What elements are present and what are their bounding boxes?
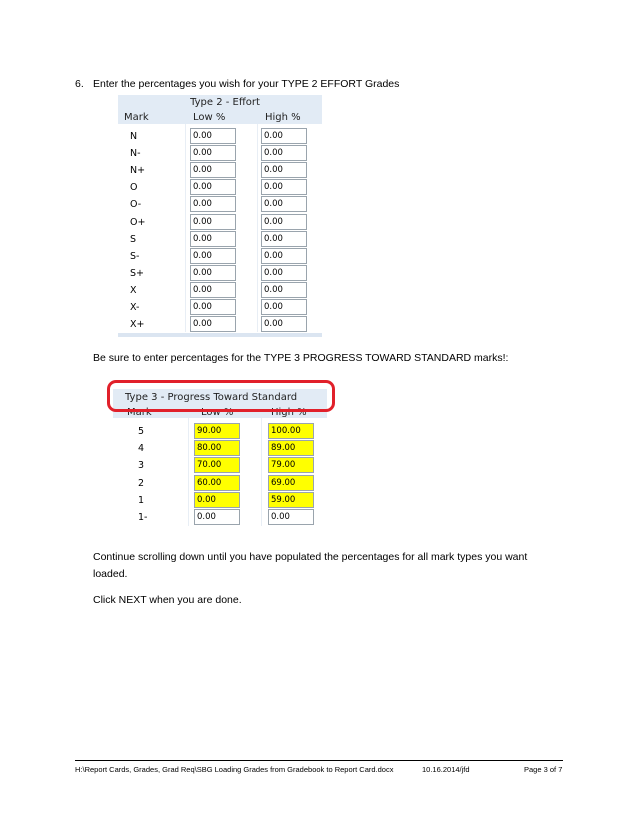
high-percent-input[interactable]: 0.00 [261,128,307,144]
high-percent-input[interactable]: 0.00 [261,265,307,281]
continue-instruction: Continue scrolling down until you have populated the percentages for all mark types you want loaded. [93,551,528,580]
table-row [118,196,322,213]
table-row [113,440,327,457]
low-percent-input[interactable]: 0.00 [190,162,236,178]
table-row [118,214,322,231]
type3-col-mark: Mark [127,407,152,418]
type3-col-high: High % [271,407,307,418]
low-percent-input[interactable]: 0.00 [190,128,236,144]
mark-label: 4 [138,443,145,455]
type3-group-title: Type 3 - Progress Toward Standard [125,392,298,403]
high-percent-input[interactable]: 89.00 [268,440,314,456]
mark-label: O+ [130,216,146,228]
type3-instruction: Be sure to enter percentages for the TYPE 3 PROGRESS TOWARD STANDARD marks!: [93,352,509,364]
high-percent-input[interactable]: 0.00 [261,145,307,161]
step-text: Enter the percentages you wish for your TYPE 2 EFFORT Grades [93,78,400,90]
table-row [118,282,322,299]
footer-date: 10.16.2014/jfd [422,765,470,774]
low-percent-input[interactable]: 0.00 [190,196,236,212]
table-row [118,316,322,333]
mark-label: 1- [138,512,148,523]
low-percent-input[interactable]: 70.00 [194,457,240,473]
mark-label: 3 [138,460,145,472]
mark-label: O [130,182,138,194]
mark-label: S+ [130,267,144,279]
table-row [113,457,327,474]
low-percent-input[interactable]: 0.00 [190,265,236,281]
type2-effort-table [118,95,322,337]
type2-col-low: Low % [193,112,226,123]
low-percent-input[interactable]: 80.00 [194,440,240,456]
high-percent-input[interactable]: 0.00 [261,162,307,178]
high-percent-input[interactable]: 0.00 [261,282,307,298]
mark-label: 5 [138,426,145,437]
high-percent-input[interactable]: 0.00 [261,214,307,230]
table-row [118,299,322,316]
type2-col-high: High % [265,112,301,123]
low-percent-input[interactable]: 60.00 [194,475,240,491]
table-row [113,475,327,492]
high-percent-input[interactable]: 0.00 [261,231,307,247]
red-highlight-ring [107,380,335,412]
low-percent-input[interactable]: 0.00 [190,282,236,298]
table-row [118,145,322,162]
high-percent-input[interactable]: 59.00 [268,492,314,508]
type2-group-title: Type 2 - Effort [190,97,260,108]
high-percent-input[interactable]: 0.00 [261,316,307,332]
low-percent-input[interactable]: 0.00 [190,316,236,332]
table-row [118,248,322,265]
mark-label: X- [130,302,140,313]
high-percent-input[interactable]: 69.00 [268,475,314,491]
mark-label: N [130,131,138,142]
step-6 [75,78,399,90]
table-row [118,179,322,196]
step-number: 6. [75,78,84,90]
high-percent-input[interactable]: 0.00 [261,179,307,195]
low-percent-input[interactable]: 0.00 [194,492,240,508]
mark-label: X [130,284,137,296]
footer-rule [75,760,563,761]
low-percent-input[interactable]: 0.00 [190,231,236,247]
footer-file-path: H:\Report Cards, Grades, Grad Req\SBG Loading Grades from Gradebook to Report Card.docx [75,765,394,774]
table-row [113,509,327,526]
type2-table-scrollbar[interactable] [118,333,322,337]
type3-progress-table [113,384,327,528]
footer-page-number: Page 3 of 7 [524,765,563,774]
mark-label: O- [130,199,142,211]
low-percent-input[interactable]: 0.00 [190,145,236,161]
type3-col-low: Low % [201,407,234,418]
mark-label: N+ [130,165,146,177]
mark-label: S [130,233,137,245]
high-percent-input[interactable]: 0.00 [261,299,307,315]
low-percent-input[interactable]: 0.00 [190,299,236,315]
table-row [118,265,322,282]
mark-label: N- [130,148,141,160]
table-row [118,162,322,179]
low-percent-input[interactable]: 90.00 [194,423,240,439]
table-row [113,423,327,440]
next-instruction: Click NEXT when you are done. [93,594,242,606]
table-row [113,492,327,509]
high-percent-input[interactable]: 79.00 [268,457,314,473]
high-percent-input[interactable]: 0.00 [268,509,314,525]
low-percent-input[interactable]: 0.00 [190,179,236,195]
mark-label: S- [130,250,140,262]
low-percent-input[interactable]: 0.00 [190,248,236,264]
high-percent-input[interactable]: 0.00 [261,248,307,264]
type2-col-mark: Mark [124,112,149,123]
high-percent-input[interactable]: 100.00 [268,423,314,439]
type2-table-header [118,95,322,124]
mark-label: 1 [138,494,145,506]
table-row [118,128,322,145]
table-row [118,231,322,248]
high-percent-input[interactable]: 0.00 [261,196,307,212]
low-percent-input[interactable]: 0.00 [190,214,236,230]
low-percent-input[interactable]: 0.00 [194,509,240,525]
mark-label: X+ [130,319,145,331]
mark-label: 2 [138,477,145,489]
